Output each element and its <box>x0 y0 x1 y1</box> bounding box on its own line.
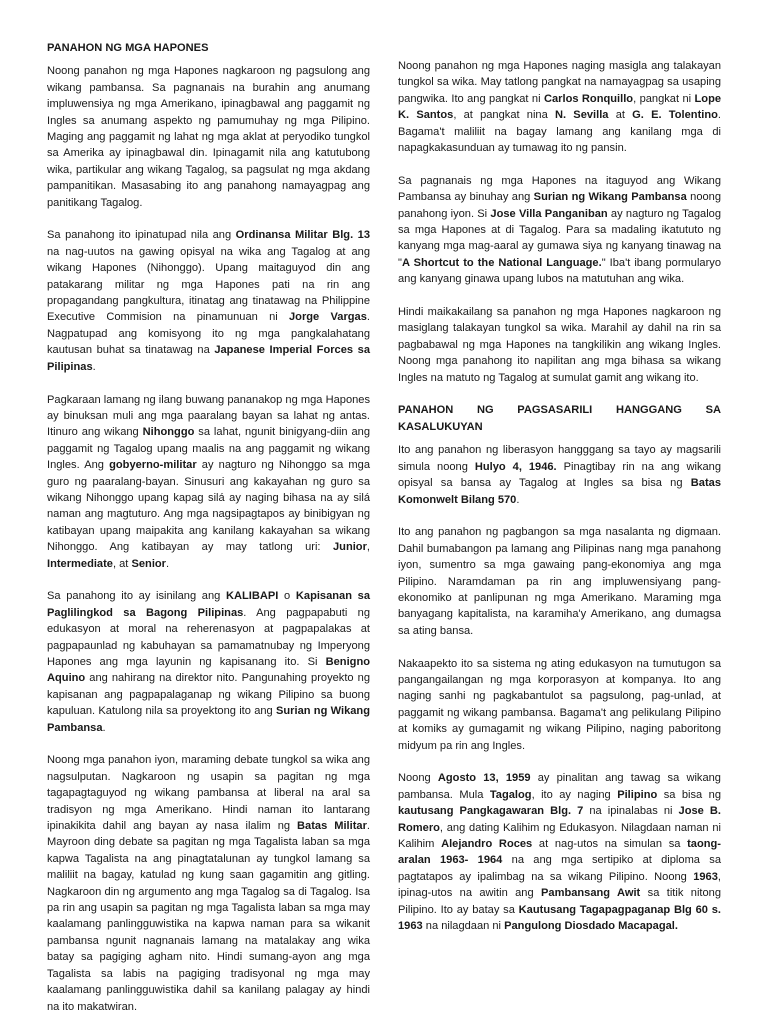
paragraph: Noong mga panahon iyon, maraming debate tungkol sa wika ang nagsulputan. Nagkaroon ng usapin sa pagitan ng mga tagapagtaguyod ng wikang pambansa at liberal na aral sa tradisyon ng mga Amerikano. Hindi naman ito lantarang ipinakikita dahil ang bayan ay nasa ilalim ng Batas Militar. Mayroon ding debate sa pagitan ng mga Tagalista laban sa mga kapwa Tagalista na ang pinagtatalunan ay tungkol lamang sa maliliit na bagay, katulad ng kung saan gagamitin ang gitling. Nagkaroon din ng argumento ang mga Tagalog sa di Tagalog. Isa pa rin ang usapin sa pagitan ng mga Tagalista laban sa mga may kaalamang panlingguwistika na kapwa naman para sa wikanit pambansa ngunit nagnanais lamang na matalakay ang wika batay sa pagiging agham nito. Hindi sumang-ayon ang mga Tagalista sa labis na pagiging tradisyonal ng mga may kaalamang panlingguwistika dahil sa kanilang palagay ay hindi na ito makatwiran. <box>47 754 370 1013</box>
paragraph: Hindi maikakailang sa panahon ng mga Hapones nagkaroon ng masiglang talakayan tungkol sa wika. Marahil ay dahil na rin sa pagbabawal ng mga Hapones na tangkilikin ang wikang Ingles. Noong mga panahong ito napilitan ang mga bihasa sa wikang Ingles na matuto ng Tagalog at sumulat gamit ang wikang ito. <box>398 306 721 384</box>
bold-text: Alejandro Roces <box>441 838 533 850</box>
bold-text: Hulyo 4, 1946. <box>474 460 557 473</box>
bold-text: Carlos Ronquillo <box>543 92 634 105</box>
bold-text: Surian ng Wikang Pambansa <box>47 705 370 734</box>
paragraph: Sa pagnanais ng mga Hapones na itaguyod ang Wikang Pambansa ay binuhay ang Surian ng Wikang Pambansa noong panahong iyon. Si Jose Villa Panganiban ay nagturo ng Tagalog sa mga Hapones at di Tagalog. Para sa madaling ikatututo ng kanyang mga mag-aaral ay gumawa siya ng kanyang tinawag na "A Shortcut to the National Language." Iba't ibang pormularyo ang kanyang ginawa upang lubos na matutuhan ang wika. <box>398 174 722 286</box>
bold-text: Pambansang Awit <box>541 887 641 900</box>
bold-text: Intermediate <box>47 557 113 570</box>
bold-text: Surian ng Wikang Pambansa <box>533 191 687 204</box>
bold-text: Junior <box>333 541 367 554</box>
bold-text: Pangulong Diosdado Macapagal. <box>504 920 678 933</box>
section-heading-pagsasarili: PANAHON NG PAGSASARILI HANGGANG SA KASALUKUYAN <box>398 404 721 433</box>
paragraph: Ito ang panahon ng pagbangon sa mga nasalanta ng digmaan. Dahil bumabangon pa lamang ang Pilipinas nang mga panahong iyon, sumentro sa mga gawaing pang-ekonomiya ang mga Pilipino. Naramdaman pa rin ang impluwensiyang pang-ekonomiko at panlipunan ng mga Amerikano. Maraming mga banyagang kapitalista, na karamiha'y Amerikano, ang dumagsa sa ating bansa. <box>398 526 721 637</box>
bold-text: Ordinansa Militar Blg. 13 <box>235 229 370 242</box>
bold-text: Batas Militar <box>297 820 367 833</box>
bold-text: N. Sevilla <box>554 109 609 122</box>
left-paragraphs <box>47 63 370 1015</box>
bold-text: Agosto 13, 1959 <box>437 772 531 785</box>
right-column <box>398 58 721 951</box>
bold-text: Kautusang Tagapagpaganap Blg 60 s. 1963 <box>398 903 721 933</box>
paragraph: Sa panahong ito ipinatupad nila ang Ordinansa Militar Blg. 13 na nag-uutos na gawing opisyal na wika ang Tagalog at ang wikang Hapones (Nihonggo). Upang maitaguyod din ang patakarang militar ng mga Hapones pati na rin ang propagandang pangkultura, itinatag ang tinatawag na Philippine Executive Commision na pinamunuan ni Jorge Vargas. Nagpatupad ang komisyong ito ng mga pangkalahatang kautusan buhat sa tinatawag na Japanese Imperial Forces sa Pilipinas. <box>47 229 370 373</box>
bold-text: Pilipino <box>617 788 658 801</box>
paragraph: Pagkaraan lamang ng ilang buwang pananakop ng mga Hapones ay binuksan muli ang mga paaralang bayan sa lahat ng antas. Itinuro ang wikang Nihonggo sa lahat, ngunit binigyang-diin ang paggamit ng Tagalog upang maalis na ang paggamit ng wikang Ingles. Ang gobyerno-militar ay nagturo ng Nihonggo sa mga guro ng paaralang-bayan. Sinusuri ang kakayahan ng guro sa wikang Nihonggo upang kapag silá ay naging bihasa na ay silá naman ang magtuturo. Ang mga nagsipagtapos ay binibigyan ng katibayan upang maipakita ang kanilang kakayahan sa wikang Nihonggo. Ang katibayan ay may tatlong uri: Junior, Intermediate, at Senior. <box>47 393 371 570</box>
bold-text: taong-aralan 1963- 1964 <box>398 838 721 867</box>
bold-text: gobyerno-militar <box>109 459 197 472</box>
bold-text: Jorge Vargas <box>289 311 367 324</box>
right-paragraphs-top <box>398 58 721 386</box>
section-heading-hapones: PANAHON NG MGA HAPONES <box>47 42 209 54</box>
left-column <box>47 40 370 1031</box>
bold-text: Nihonggo <box>142 426 195 439</box>
paragraph: Ito ang panahon ng liberasyon hangggang sa tayo ay magsarili simula noong Hulyo 4, 1946. Pinagtibay rin na ang wikang opisyal sa bansa ay Tagalog at Ingles sa bisa ng Batas Komonwelt Bilang 570. <box>398 444 722 506</box>
bold-text: Jose Villa Panganiban <box>490 207 608 220</box>
bold-text: Jose B. Romero <box>398 805 721 834</box>
bold-text: G. E. Tolentino <box>632 109 718 122</box>
bold-text: Benigno Aquino <box>47 655 370 685</box>
bold-text: kautusang Pangkagawaran Blg. 7 <box>398 805 584 818</box>
paragraph: Noong panahon ng mga Hapones naging masigla ang talakayan tungkol sa wika. May tatlong pangkat na namayagpag sa usaping pangwika. Ito ang pangkat ni Carlos Ronquillo, pangkat ni Lope K. Santos, at pangkat nina N. Sevilla at G. E. Tolentino. Bagama't maliliit na bagay lamang ang kanilang mga di napagkakasunduan ay tumawag ito ng pansin. <box>398 60 722 155</box>
bold-text: 1963 <box>693 870 718 883</box>
bold-text: Tagalog <box>489 788 532 801</box>
bold-text: Lope K. Santos <box>398 92 722 122</box>
bold-text: Batas Komonwelt Bilang 570 <box>398 477 721 506</box>
bold-text: Senior <box>131 557 166 570</box>
bold-text: Kapisanan sa Paglilingkod sa Bagong Pilipinas <box>47 590 371 619</box>
paragraph: Sa panahong ito ay isinilang ang KALIBAPI o Kapisanan sa Paglilingkod sa Bagong Pilipinas. Ang pagpapabuti ng edukasyon at moral na reherenasyon at pagpapalakas at pagpapaunlad ng kabuhayan sa pamamatnubay ng Imperyong Hapones ang mga layunin ng kapisanang ito. Si Benigno Aquino ang nahirang na direktor nito. Pangunahing proyekto ng kapisanan ang pagpapalaganap ng wikang Pilipino sa buong kapuluan. Katulong nila sa proyektong ito ang Surian ng Wikang Pambansa. <box>47 590 371 734</box>
bold-text: Japanese Imperial Forces sa Pilipinas <box>47 344 370 373</box>
paragraph: Noong Agosto 13, 1959 ay pinalitan ang tawag sa wikang pambansa. Mula Tagalog, ito ay naging Pilipino sa bisa ng kautusang Pangkagawaran Blg. 7 na ipinalabas ni Jose B. Romero, ang dating Kalihim ng Edukasyon. Nilagdaan naman ni Kalihim Alejandro Roces at nag-utos na simulan sa taong-aralan 1963- 1964 na ang mga sertipiko at diploma sa pagtatapos ay ipalimbag na sa wikang Pilipino. Noong 1963, ipinag-utos na awitin ang Pambansang Awit sa titik nitong Pilipino. Ito ay batay sa Kautusang Tagapagpaganap Blg 60 s. 1963 na nilagdaan ni Pangulong Diosdado Macapagal. <box>398 772 721 933</box>
right-paragraphs-bottom <box>398 442 721 934</box>
bold-text: A Shortcut to the National Language. <box>401 256 602 269</box>
paragraph: Noong panahon ng mga Hapones nagkaroon ng pagsulong ang wikang pambansa. Sa pagnanais na burahin ang anumang impluwensiya ng mga Amerikano, ipinagbawal ang paggamit ng Ingles sa anumang aspekto ng pamumuhay ng mga Pilipino. Maging ang paggamit ng lahat ng mga aklat at peryodiko tungkol sa Amerika ay ipinagbawal din. Ipinagamit nila ang katutubong wika, partikular ang wikang Tagalog, sa pagsulat ng mga akdang pampanitikan. Masasabing ito ang panahong namayagpag ang panitikang Tagalog. <box>47 65 370 209</box>
bold-text: KALIBAPI <box>225 590 279 603</box>
paragraph: Nakaapekto ito sa sistema ng ating edukasyon na tumutugon sa pangangailangan ng mga korporasyon at kompanya. Ito ang naging sanhi ng pagkabantulot sa pagsulong, pag-unlad, at paggamit ng wikang pambansa. Bagama't ang pelikulang Pilipino at komiks ay gumagamit ng wikang Pilipino, naging paboritong midyum pa rin ang Ingles. <box>398 657 721 752</box>
